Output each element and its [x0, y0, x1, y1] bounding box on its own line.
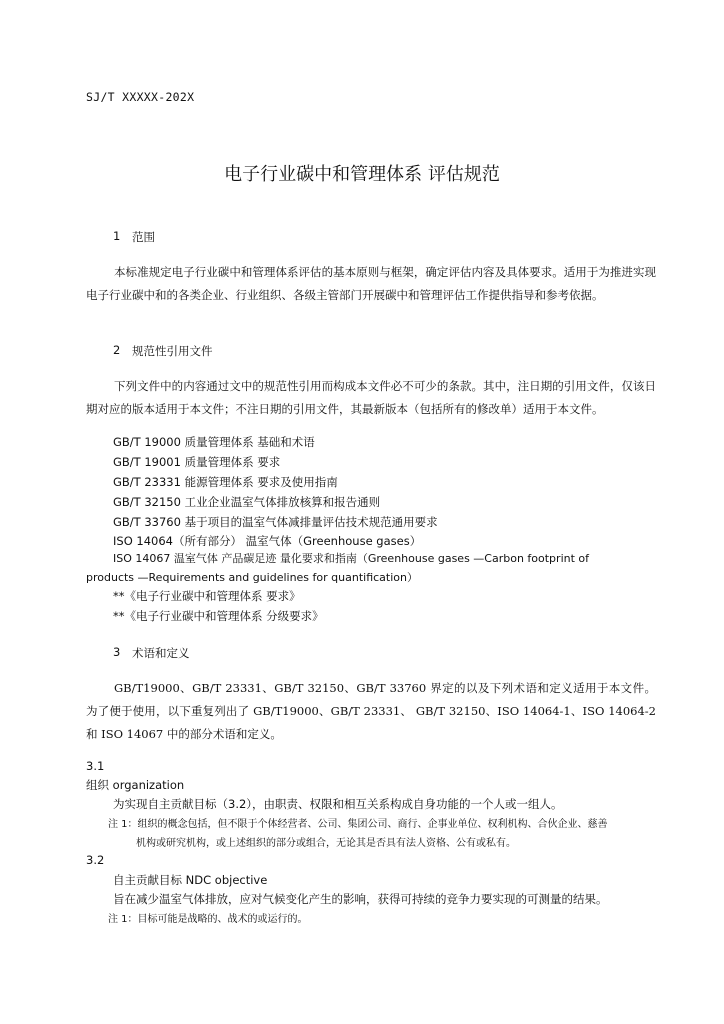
section-1-paragraph: 本标准规定电子行业碳中和管理体系评估的基本原则与框架，确定评估内容及具体要求。适用于为推进实现电子行业碳中和的各类企业、行业组织、各级主管部门开展碳中和管理评估工作提供指导和参考依据。 [86, 265, 656, 302]
section-2-heading: 规范性引用文件 [132, 344, 213, 358]
section-3-paragraph: GB/T19000、GB/T 23331、GB/T 32150、GB/T 33760 界定的以及下列术语和定义适用于本文件。为了便于使用，以下重复列出了 GB/T19000、GB/T 23331、 GB/T 32150、ISO 14064-1、ISO 14064-2 和 ISO 14067 中的部分术语和定义。 [86, 681, 656, 741]
term-3-1-note-continued: 机构或研究机构，或上述组织的部分或组合，无论其是否具有法人资格、公有或私有。 [136, 838, 516, 849]
section-1-number: 1 [113, 229, 121, 243]
reference-item: GB/T 23331 能源管理体系 要求及使用指南 [113, 475, 338, 489]
reference-item: **《电子行业碳中和管理体系 分级要求》 [113, 609, 324, 623]
term-3-1-number: 3.1 [86, 759, 105, 773]
reference-item: GB/T 33760 基于项目的温室气体减排量评估技术规范通用要求 [113, 515, 438, 529]
section-3-number: 3 [113, 645, 121, 659]
page-title: 电子行业碳中和管理体系 评估规范 [224, 164, 500, 185]
term-3-1-definition: 为实现自主贡献目标（3.2），由职责、权限和相互关系构成自身功能的一个人或一组人。 [113, 797, 563, 811]
term-3-2-definition: 旨在减少温室气体排放，应对气候变化产生的影响，获得可持续的竞争力要实现的可测量的结果。 [113, 892, 608, 906]
term-3-2-name: 自主贡献目标 NDC objective [113, 873, 268, 887]
standard-code: SJ/T XXXXX-202X [86, 90, 195, 104]
term-3-1-note: 注 1：组织的概念包括，但不限于个体经营者、公司、集团公司、商行、企事业单位、权利机构、合伙企业、慈善 [108, 819, 608, 830]
section-2-number: 2 [113, 343, 121, 357]
reference-item: GB/T 19000 质量管理体系 基础和术语 [113, 435, 315, 449]
reference-item-continued: products —Requirements and guidelines for quantification） [86, 571, 418, 584]
section-1-heading: 范围 [132, 230, 155, 244]
reference-item: **《电子行业碳中和管理体系 要求》 [113, 589, 301, 603]
section-2-paragraph: 下列文件中的内容通过文中的规范性引用而构成本文件必不可少的条款。其中，注日期的引用文件，仅该日期对应的版本适用于本文件；不注日期的引用文件，其最新版本（包括所有的修改单）适用于本文件。 [86, 379, 656, 416]
term-3-2-note: 注 1：目标可能是战略的、战术的或运行的。 [108, 914, 308, 925]
reference-item: GB/T 32150 工业企业温室气体排放核算和报告通则 [113, 495, 381, 509]
reference-item: ISO 14064（所有部分） 温室气体（Greenhouse gases） [113, 534, 422, 548]
term-3-2-number: 3.2 [86, 853, 105, 867]
section-3-heading: 术语和定义 [132, 646, 190, 660]
reference-item: ISO 14067 温室气体 产品碳足迹 量化要求和指南（Greenhouse gases —Carbon footprint of [113, 552, 590, 565]
term-3-1-name: 组织 organization [86, 778, 185, 792]
reference-item: GB/T 19001 质量管理体系 要求 [113, 455, 281, 469]
